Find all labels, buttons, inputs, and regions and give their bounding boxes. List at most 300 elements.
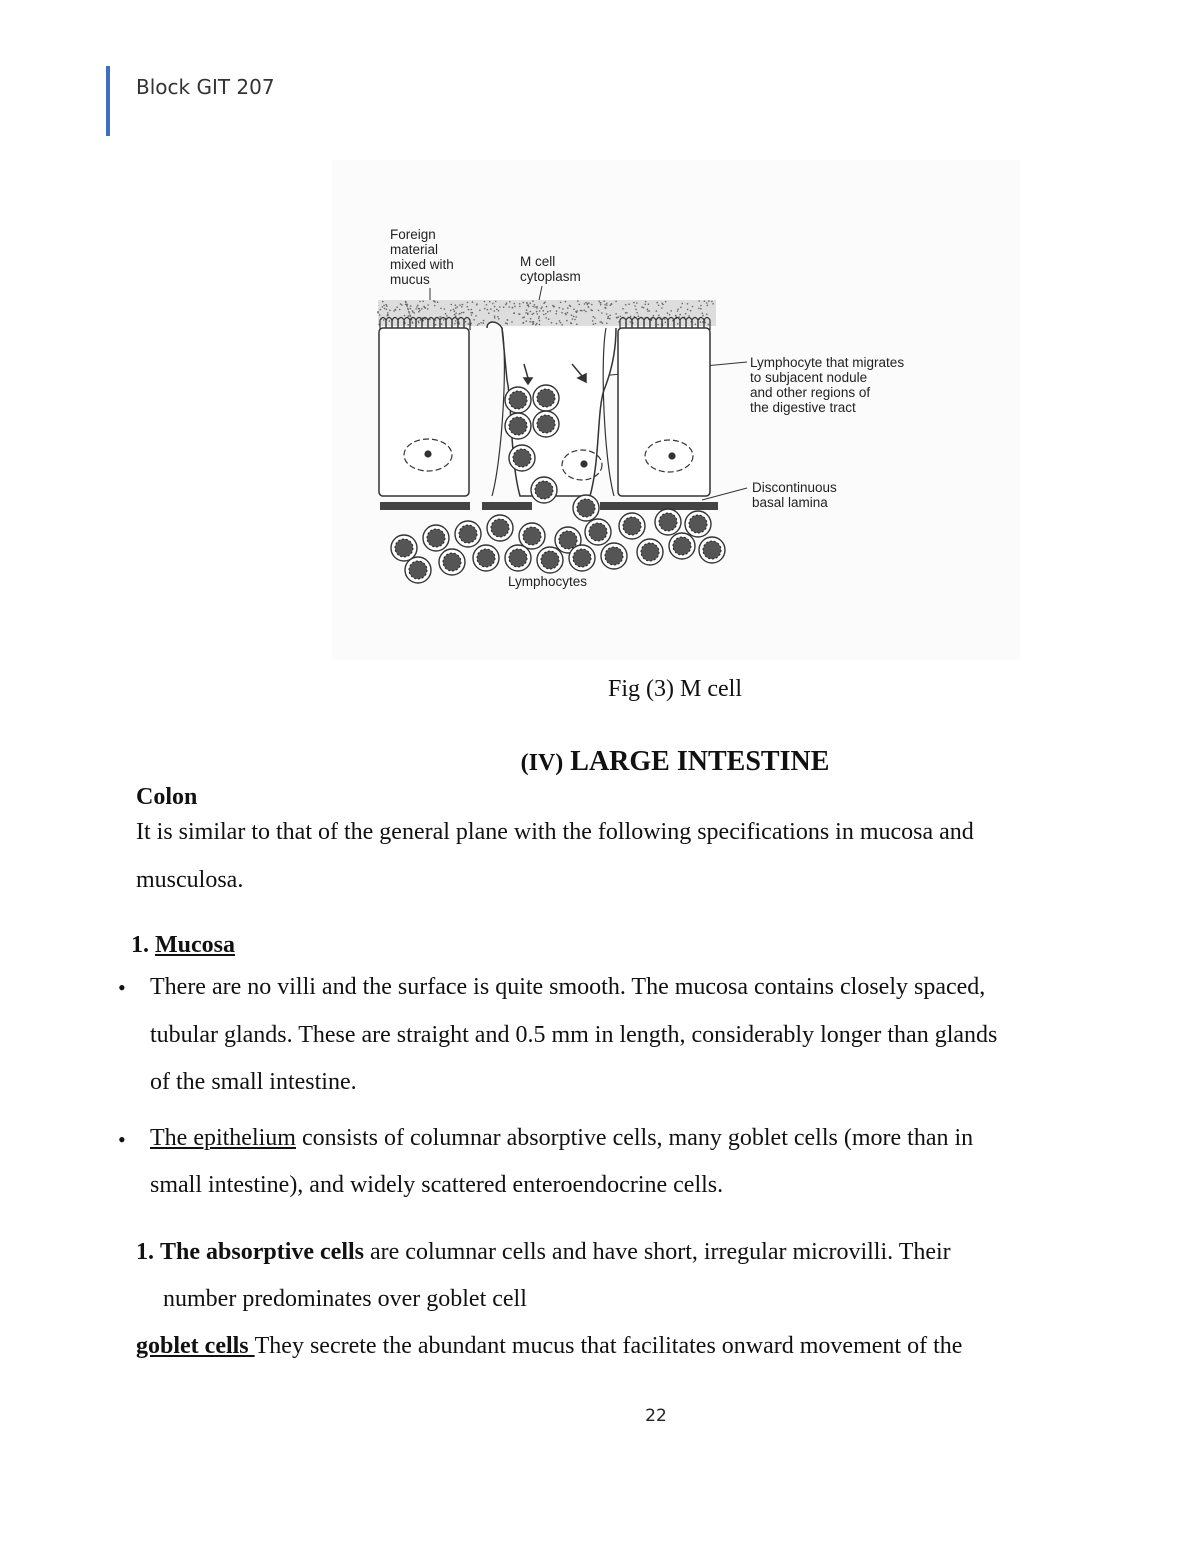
mucus-particle [610,304,612,306]
figure-caption: Fig (3) M cell [608,676,742,702]
mucus-particle [559,307,561,309]
svg-text:M cell: M cell [520,254,556,269]
mucus-particle [649,310,651,312]
mucus-particle [576,323,578,325]
mucus-particle [648,303,650,305]
mucus-particle [599,321,601,323]
lymphocyte [423,525,449,551]
mucus-particle [702,321,704,323]
mucus-particle [690,310,692,312]
lymphocyte [699,537,725,563]
colon-intro-line2: musculosa. [136,867,244,893]
mucus-particle [503,306,505,308]
mucus-particle [601,312,603,314]
mucus-particle [591,304,593,306]
mucus-particle [522,317,524,319]
mucus-particle [477,324,479,326]
mucus-particle [380,309,382,311]
mucus-particle [386,309,388,311]
mucus-particle [565,313,567,315]
svg-text:the digestive tract: the digestive tract [750,400,856,415]
mucus-particle [567,307,569,309]
svg-text:mixed with: mixed with [390,257,454,272]
mucus-particle [465,321,467,323]
mucus-particle [571,323,573,325]
mucus-particle [455,315,457,317]
mucus-particle [385,304,387,306]
mucus-particle [412,311,414,313]
mucus-particle [459,304,461,306]
mucus-particle [440,308,442,310]
mucus-particle [559,320,561,322]
mucus-particle [636,302,638,304]
mucus-particle [526,302,528,304]
mucosa-heading [131,931,235,960]
mucus-particle [546,306,548,308]
mucus-particle [704,300,706,302]
mucus-particle [577,300,579,302]
mucus-particle [526,309,528,311]
mucus-particle [708,300,710,302]
mucus-particle [437,301,439,303]
mucus-particle [669,314,671,316]
mucus-particle [580,310,582,312]
mucus-particle [665,301,667,303]
mucus-particle [687,309,689,311]
lymphocyte [619,513,645,539]
mucosa-number: 1. [131,932,149,958]
mucus-particle [489,301,491,303]
lymphocyte [439,549,465,575]
mucus-particle [548,318,550,320]
mucus-particle [698,300,700,302]
mucus-particle [484,308,486,310]
lymphocyte [505,413,531,439]
mucus-particle [446,315,448,317]
mucus-particle [675,315,677,317]
mucus-particle [530,311,532,313]
mucus-particle [551,322,553,324]
goblet-text: They secrete the abundant mucus that facilitates onward movement of the [254,1333,963,1359]
lymphocyte [533,411,559,437]
mucus-particle [611,303,613,305]
mucus-particle [494,315,496,317]
mucus-particle [538,318,540,320]
mucus-particle [519,303,521,305]
mucus-particle [616,317,618,319]
svg-text:mucus: mucus [390,272,430,287]
mucus-particle [455,304,457,306]
mucosa-title: Mucosa [155,932,235,958]
mucus-particle [620,316,622,318]
mucus-particle [408,315,410,317]
lymphocyte [391,535,417,561]
mucus-particle [427,304,429,306]
mucus-particle [560,302,562,304]
mucus-particle [528,306,530,308]
mucus-particle [700,305,702,307]
mucus-particle [496,309,498,311]
mucus-particle [653,315,655,317]
mucus-particle [480,322,482,324]
lymphocyte [533,385,559,411]
mucus-particle [467,306,469,308]
mucus-particle [427,308,429,310]
mucus-particle [562,308,564,310]
mucus-particle [704,322,706,324]
mucus-particle [424,318,426,320]
mucus-particle [609,318,611,320]
svg-text:basal lamina: basal lamina [752,495,828,510]
section-roman: (IV) [520,750,564,776]
mucus-particle [665,322,667,324]
mucus-particle [483,320,485,322]
mucus-particle [383,305,385,307]
lymphocyte [505,387,531,413]
mucus-particle [585,302,587,304]
mucus-particle [633,302,635,304]
lymphocyte [669,533,695,559]
mucus-particle [418,311,420,313]
mucus-particle [499,306,501,308]
mucus-particle [527,313,529,315]
mucus-particle [508,306,510,308]
mucus-particle [410,316,412,318]
mucus-particle [700,308,702,310]
mucus-particle [641,306,643,308]
mucus-particle [628,303,630,305]
mucus-particle [455,312,457,314]
mucus-particle [532,306,534,308]
mucus-particle [394,309,396,311]
mucus-particle [658,305,660,307]
lymphocyte [405,557,431,583]
absorptive-text: are columnar cells and have short, irregular microvilli. Their [364,1239,951,1265]
mucus-particle [545,317,547,319]
mucus-particle [602,322,604,324]
mucus-particle [384,308,386,310]
mucus-particle [377,311,379,313]
epithelium-term: The epithelium [150,1125,296,1151]
mucus-particle [383,319,385,321]
mucus-particle [415,308,417,310]
mucus-particle [410,305,412,307]
mucus-particle [617,316,619,318]
absorptive-line1 [136,1238,1122,1267]
mucus-particle [706,314,708,316]
mucus-particle [547,311,549,313]
lymphocyte [537,547,563,573]
page-number: 22 [645,1406,667,1426]
mucus-particle [523,302,525,304]
mucus-particle [606,313,608,315]
mucosa-bullet2-line2: small intestine), and widely scattered enteroendocrine cells. [150,1172,724,1198]
mucus-particle [536,323,538,325]
mucus-particle [647,308,649,310]
mucus-particle [583,309,585,311]
mucus-particle [461,312,463,314]
mucus-particle [404,315,406,317]
mucus-particle [539,310,541,312]
mucus-particle [536,311,538,313]
mucus-particle [531,321,533,323]
mucosa-bullet1-line3: of the small intestine. [150,1069,357,1095]
mucus-particle [453,309,455,311]
mucus-particle [459,323,461,325]
mucus-particle [478,323,480,325]
lymphocyte [455,521,481,547]
mucus-particle [468,309,470,311]
mucus-particle [702,315,704,317]
mucus-particle [506,319,508,321]
mucus-particle [647,310,649,312]
mucus-particle [463,312,465,314]
section-title [0,746,1200,778]
mucus-particle [441,323,443,325]
mucus-particle [656,302,658,304]
m-cell-diagram [332,160,1020,660]
lymphocyte [569,545,595,571]
goblet-term: goblet cells [136,1333,255,1359]
mucus-particle [567,312,569,314]
mucus-particle [591,310,593,312]
mucus-particle [576,312,578,314]
colon-heading: Colon [136,784,198,810]
svg-text:Discontinuous: Discontinuous [752,480,837,495]
mucus-particle [419,310,421,312]
mucus-particle [405,304,407,306]
mucus-particle [661,303,663,305]
mucus-particle [636,312,638,314]
mucus-particle [543,302,545,304]
mucus-particle [630,316,632,318]
mucus-particle [494,306,496,308]
mucus-particle [645,301,647,303]
lymphocyte [585,519,611,545]
mucus-particle [454,310,456,312]
mucus-particle [538,316,540,318]
lymphocyte [473,545,499,571]
mucus-particle [571,314,573,316]
mucus-particle [573,316,575,318]
mucus-particle [494,310,496,312]
mucus-particle [712,303,714,305]
mucus-particle [661,307,663,309]
mucus-particle [514,306,516,308]
mucus-particle [561,324,563,326]
mucus-particle [539,320,541,322]
header-accent-bar [106,66,110,136]
mucus-particle [606,304,608,306]
absorptive-line2: number predominates over goblet cell [163,1286,527,1312]
mucus-particle [435,324,437,326]
mucus-particle [407,324,409,326]
mucus-particle [421,308,423,310]
mucus-particle [407,309,409,311]
mucus-particle [534,304,536,306]
mucus-particle [419,301,421,303]
mucus-particle [412,322,414,324]
mucus-particle [565,301,567,303]
svg-text:to subjacent nodule: to subjacent nodule [750,370,868,385]
mucus-particle [569,305,571,307]
lymphocyte [573,495,599,521]
mucus-particle [539,324,541,326]
mucus-particle [572,318,574,320]
mucus-particle [644,304,646,306]
mucus-particle [680,307,682,309]
mucus-particle [445,313,447,315]
mucus-particle [498,310,500,312]
mucus-particle [417,305,419,307]
colon-intro-line1: It is similar to that of the general plane with the following specifications in mucosa and [136,819,974,845]
mucus-particle [424,306,426,308]
mucus-particle [635,309,637,311]
bullet-icon: • [118,1127,126,1152]
mucus-particle [406,305,408,307]
mucus-particle [401,304,403,306]
mucus-particle [630,321,632,323]
mucus-particle [467,323,469,325]
mucus-particle [420,319,422,321]
mucus-particle [399,309,401,311]
mucus-particle [595,323,597,325]
lymphocyte [505,545,531,571]
mucus-particle [677,309,679,311]
mucus-particle [531,314,533,316]
mucus-particle [688,315,690,317]
mucus-particle [472,312,474,314]
mucosa-bullet1-line2: tubular glands. These are straight and 0.5 mm in length, considerably longer than glands [150,1022,998,1048]
mucus-particle [587,304,589,306]
mucus-particle [554,306,556,308]
lymphocyte [519,523,545,549]
header-title: Block GIT 207 [136,75,275,99]
mucus-particle [492,303,494,305]
mucus-particle [556,310,558,312]
mucus-particle [382,306,384,308]
mucus-particle [532,300,534,302]
mucus-particle [536,307,538,309]
mucus-particle [405,302,407,304]
mucus-particle [606,323,608,325]
lymphocyte [637,539,663,565]
mucus-particle [560,322,562,324]
mucus-particle [506,302,508,304]
mucus-particle [393,310,395,312]
basal-lamina-label [752,480,837,510]
mucus-particle [585,311,587,313]
mucus-particle [593,323,595,325]
mucus-particle [541,306,543,308]
mucus-particle [600,304,602,306]
mucus-particle [606,303,608,305]
mucus-particle [389,310,391,312]
goblet-line1 [136,1332,1122,1361]
lymphocyte [509,445,535,471]
bullet-icon: • [118,975,126,1000]
mucus-particle [545,313,547,315]
mucus-particle [527,304,529,306]
lymphocyte [685,511,711,537]
mucus-particle [400,303,402,305]
mucus-particle [488,312,490,314]
mucus-particle [506,323,508,325]
mucus-particle [529,321,531,323]
lymphocyte [531,477,557,503]
mucus-particle [584,303,586,305]
mucus-particle [455,307,457,309]
mucus-particle [418,308,420,310]
mucus-particle [434,300,436,302]
mucus-particle [511,321,513,323]
mucus-particle [505,322,507,324]
mucus-particle [685,313,687,315]
mucus-particle [588,302,590,304]
mucus-particle [656,310,658,312]
mucus-particle [487,309,489,311]
mucus-particle [579,304,581,306]
mucus-particle [593,316,595,318]
svg-text:Lymphocyte that migrates: Lymphocyte that migrates [750,355,905,370]
mucus-particle [537,313,539,315]
mucus-particle [664,318,666,320]
mucus-particle [498,318,500,320]
mucus-particle [534,306,536,308]
mucus-particle [575,316,577,318]
m-cell-cytoplasm-label [520,254,581,284]
mucus-particle [622,308,624,310]
mucus-particle [386,305,388,307]
mucus-particle [643,307,645,309]
svg-text:material: material [390,242,439,257]
mucus-particle [389,320,391,322]
mucus-particle [494,317,496,319]
mucus-particle [472,301,474,303]
mucus-particle [416,306,418,308]
mucus-particle [540,308,542,310]
mucus-particle [603,300,605,302]
mucus-particle [555,313,557,315]
lymphocyte-migrates-label [750,355,904,415]
mucus-particle [422,301,424,303]
mucus-particle [542,310,544,312]
svg-text:cytoplasm: cytoplasm [520,269,581,284]
mucus-particle [483,322,485,324]
lymphocytes-label: Lymphocytes [508,574,588,589]
mucosa-bullet1-line1: There are no villi and the surface is quite smooth. The mucosa contains closely spaced, [150,974,986,1000]
m-cell-figure [332,160,1020,660]
lymphocyte [487,515,513,541]
mucus-particle [530,318,532,320]
mucus-particle [526,320,528,322]
mucus-particle [454,314,456,316]
mucus-particle [573,308,575,310]
mucus-particle [707,305,709,307]
bullet2-text: consists of columnar absorptive cells, many goblet cells (more than in [295,1125,974,1151]
mucus-particle [443,319,445,321]
mucus-particle [484,301,486,303]
mucus-particle [550,310,552,312]
mucus-particle [598,300,600,302]
mucus-particle [702,313,704,315]
mucus-particle [687,303,689,305]
mucus-particle [497,316,499,318]
mucus-particle [604,304,606,306]
mucus-particle [495,301,497,303]
mucus-particle [467,302,469,304]
mucus-particle [505,304,507,306]
